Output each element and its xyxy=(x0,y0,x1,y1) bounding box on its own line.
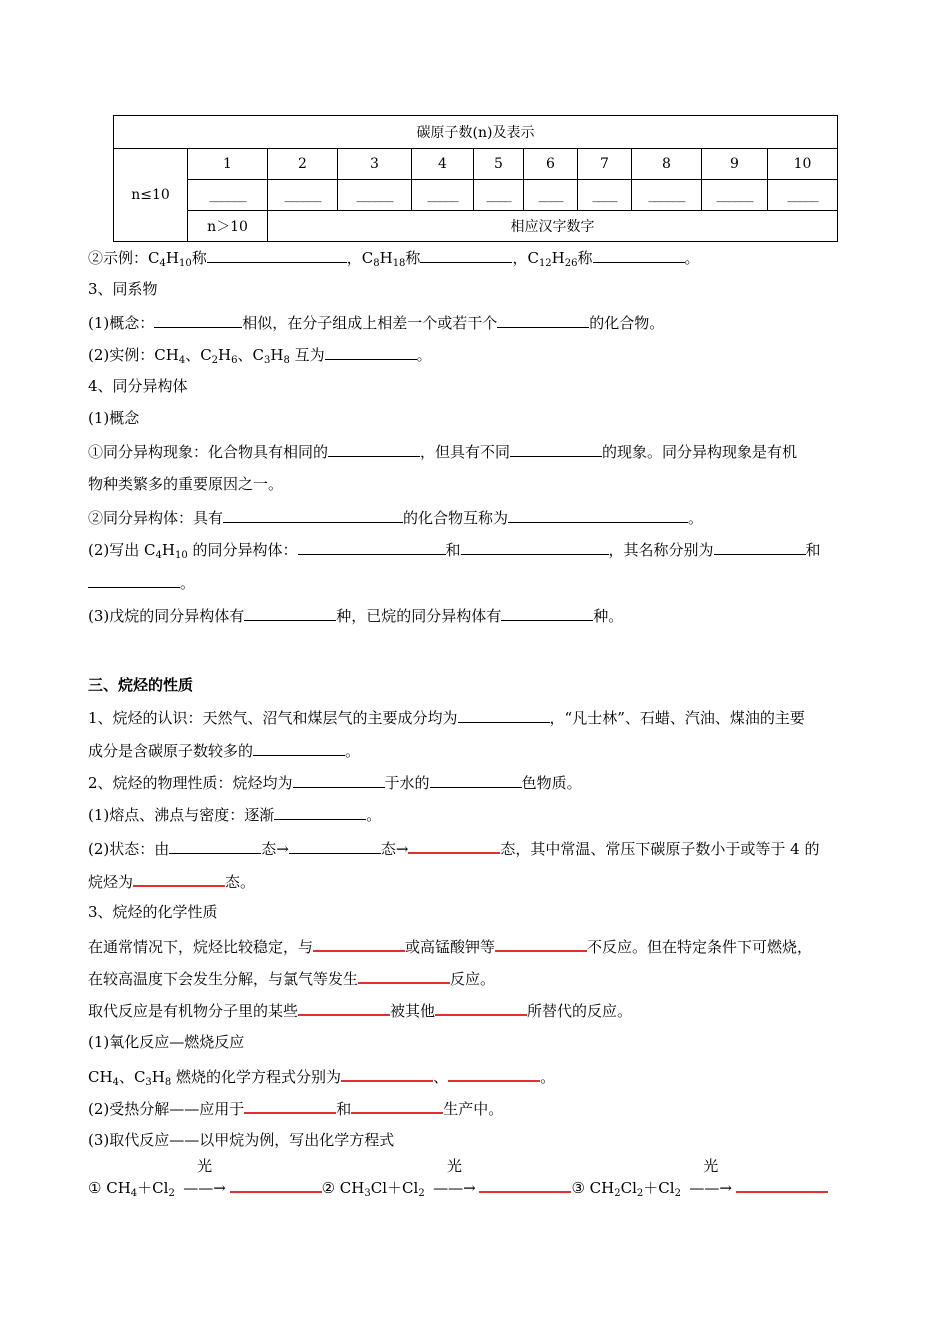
blank-line[interactable] xyxy=(88,572,180,588)
decomposition-line: (2)受热分解——应用于 和 生产中。 xyxy=(88,1097,503,1119)
answer-line[interactable] xyxy=(435,999,527,1016)
table-cell: 3 xyxy=(338,149,412,180)
homolog-heading: 3、同系物 xyxy=(88,280,158,298)
answer-line[interactable] xyxy=(448,1065,540,1082)
homolog-concept: (1)概念： 相似，在分子组成上相差一个或若干个 的化合物。 xyxy=(88,314,665,332)
carbon-count-table xyxy=(113,115,838,242)
blank-cell[interactable]: ______ xyxy=(268,180,338,211)
blank-line[interactable] xyxy=(510,441,602,457)
blank-line[interactable] xyxy=(501,605,593,621)
blank-line[interactable] xyxy=(169,838,261,854)
blank-line[interactable] xyxy=(461,539,609,555)
section-title: 三、烷烃的性质 xyxy=(88,676,194,694)
isomer-phenomenon-cont: 物种类繁多的重要原因之一。 xyxy=(88,475,284,493)
blank-line[interactable] xyxy=(274,804,366,820)
combustion-line: $CH_4$、$C_3H_8$ 燃烧的化学方程式分别为 、 。 xyxy=(88,1065,555,1087)
table-title: 碳原子数(n)及表示 xyxy=(114,116,838,149)
answer-line[interactable] xyxy=(736,1176,828,1193)
example-line: ②示例：$C_4H_{10}$称 ，$C_8H_{18}$称 ，$C_{12}H_{26}$称 。 xyxy=(88,249,700,269)
blank-line[interactable] xyxy=(328,441,420,457)
isomer-write-cont: 。 xyxy=(88,572,195,593)
physical-properties: 2、烷烃的物理性质：烷烃均为 于水的 色物质。 xyxy=(88,774,582,792)
oxidation-heading: (1)氧化反应—燃烧反应 xyxy=(88,1033,245,1051)
blank-cell[interactable]: _____ xyxy=(412,180,474,211)
answer-line[interactable] xyxy=(351,1097,443,1114)
blank-cell[interactable]: ____ xyxy=(524,180,578,211)
isomer-concept: (1)概念 xyxy=(88,409,140,427)
table-cell: 9 xyxy=(702,149,768,180)
answer-line[interactable] xyxy=(313,935,405,952)
table-cell: 7 xyxy=(578,149,632,180)
alkane-knowledge-cont: 成分是含碳原子数较多的 。 xyxy=(88,742,361,760)
blank-line[interactable] xyxy=(298,539,446,555)
answer-line[interactable] xyxy=(408,837,500,854)
blank-cell[interactable]: ______ xyxy=(702,180,768,211)
answer-line[interactable] xyxy=(244,1097,336,1114)
table-cell: 5 xyxy=(474,149,524,180)
answer-line[interactable] xyxy=(133,870,225,887)
table-cell: 4 xyxy=(412,149,474,180)
blank-cell[interactable]: ______ xyxy=(188,180,268,211)
alkane-knowledge: 1、烷烃的认识：天然气、沼气和煤层气的主要成分均为 ，“凡士林”、石蜡、汽油、煤油的主要 xyxy=(88,709,805,727)
blank-cell[interactable]: _____ xyxy=(768,180,838,211)
table-cell: 2 xyxy=(268,149,338,180)
answer-line[interactable] xyxy=(495,935,587,952)
blank-line[interactable] xyxy=(508,507,688,523)
row-label-small: n≤10 xyxy=(114,149,188,242)
blank-line[interactable] xyxy=(325,344,417,360)
answer-line[interactable] xyxy=(479,1176,571,1193)
stability-line-cont: 在较高温度下会发生分解，与氯气等发生 反应。 xyxy=(88,967,495,989)
isomer-heading: 4、同分异构体 xyxy=(88,377,188,395)
homolog-example: (2)实例：$CH_4$、$C_2H_6$、$C_3H_8$ 互为 。 xyxy=(88,346,432,366)
blank-line[interactable] xyxy=(714,539,806,555)
blank-cell[interactable]: ____ xyxy=(474,180,524,211)
equation-line: ① $CH_4+Cl_2$ 光 ——→ ② $CH_3Cl+Cl_2$ 光 ——→ ③ $CH_2Cl_2+Cl_2$ 光 ——→ xyxy=(88,1176,828,1198)
table-cell: 10 xyxy=(768,149,838,180)
isomer-write: (2)写出 $C_4H_{10}$ 的同分异构体： 和 ，其名称分别为 和 xyxy=(88,541,821,561)
blank-line[interactable] xyxy=(497,312,589,328)
blank-line[interactable] xyxy=(207,247,347,263)
light-arrow: 光 ——→ xyxy=(689,1157,732,1197)
isomer-phenomenon: ①同分异构现象：化合物具有相同的 ，但具有不同 的现象。同分异构现象是有机 xyxy=(88,443,798,461)
blank-line[interactable] xyxy=(244,605,336,621)
blank-line[interactable] xyxy=(458,707,550,723)
isomer-definition: ②同分异构体：具有 的化合物互称为 。 xyxy=(88,509,704,527)
melting-boiling: (1)熔点、沸点与密度：逐渐 。 xyxy=(88,806,382,824)
table-cell: 8 xyxy=(632,149,702,180)
answer-line[interactable] xyxy=(298,999,390,1016)
blank-line[interactable] xyxy=(420,247,512,263)
large-text: 相应汉字数字 xyxy=(268,211,838,242)
blank-line[interactable] xyxy=(430,772,522,788)
substitution-definition: 取代反应是有机物分子里的某些 被其他 所替代的反应。 xyxy=(88,999,632,1021)
answer-line[interactable] xyxy=(341,1065,433,1082)
row-label-large: n＞10 xyxy=(188,211,268,242)
table-cell: 1 xyxy=(188,149,268,180)
blank-line[interactable] xyxy=(293,772,385,788)
blank-cell[interactable]: ____ xyxy=(578,180,632,211)
isomer-count: (3)戊烷的同分异构体有 种，已烷的同分异构体有 种。 xyxy=(88,607,624,625)
chemical-properties-heading: 3、烷烃的化学性质 xyxy=(88,903,218,921)
table-cell: 6 xyxy=(524,149,578,180)
blank-line[interactable] xyxy=(223,507,403,523)
answer-line[interactable] xyxy=(230,1176,322,1193)
blank-line[interactable] xyxy=(253,740,345,756)
blank-cell[interactable]: ______ xyxy=(338,180,412,211)
blank-line[interactable] xyxy=(154,312,242,328)
blank-cell[interactable]: ______ xyxy=(632,180,702,211)
state-line: (2)状态：由 态→ 态→ 态，其中常温、常压下碳原子数小于或等于 4 的 xyxy=(88,837,820,859)
substitution-heading: (3)取代反应——以甲烷为例，写出化学方程式 xyxy=(88,1131,395,1149)
answer-line[interactable] xyxy=(358,967,450,984)
light-arrow: 光 ——→ xyxy=(433,1157,476,1197)
state-line-cont: 烷烃为 态。 xyxy=(88,870,255,892)
light-arrow: 光 ——→ xyxy=(183,1157,226,1197)
blank-line[interactable] xyxy=(593,247,685,263)
stability-line: 在通常情况下，烷烃比较稳定，与 或高锰酸钾等 不反应。但在特定条件下可燃烧， xyxy=(88,935,812,957)
blank-line[interactable] xyxy=(289,838,381,854)
